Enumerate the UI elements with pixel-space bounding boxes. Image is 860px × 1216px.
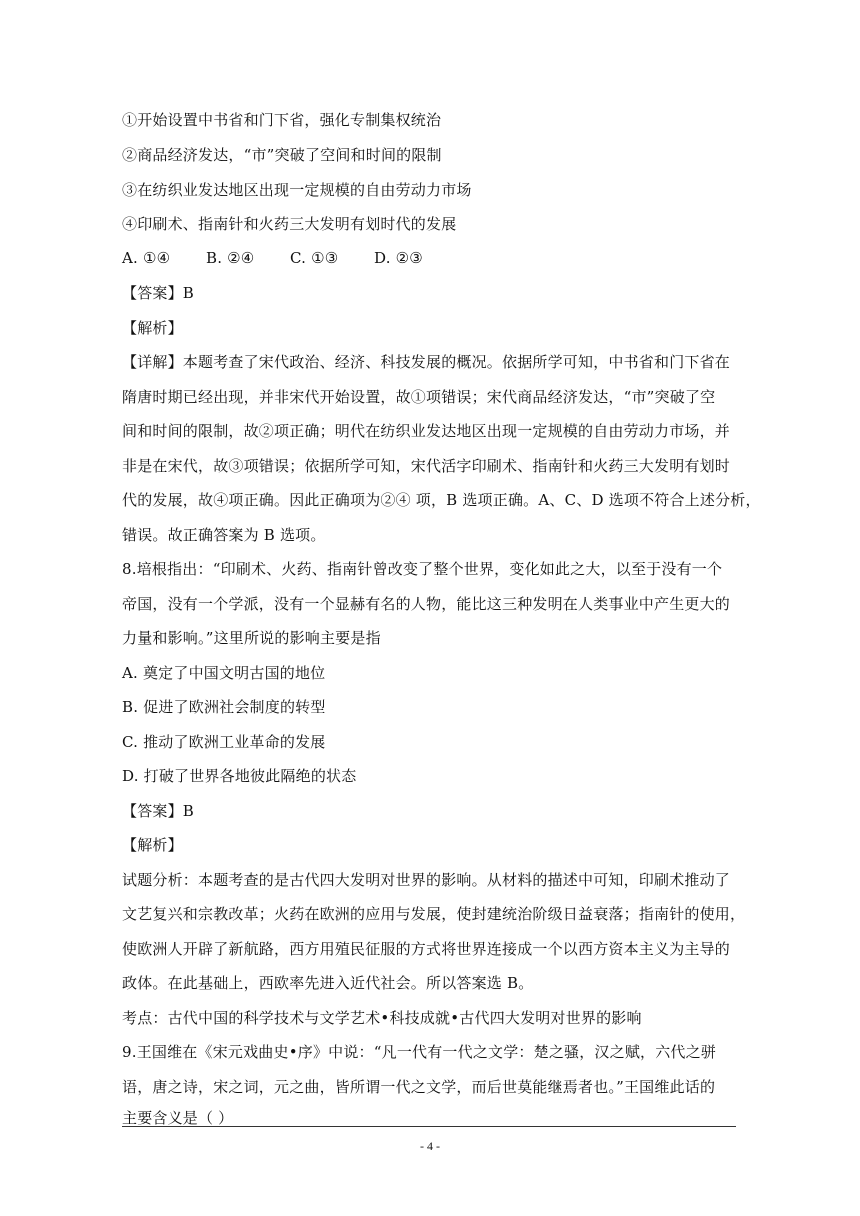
q7-explanation-line: 非是在宋代，故③项错误；依据所学可知，宋代活字印刷术、指南针和火药三大发明有划时: [122, 457, 731, 475]
q7-statement-3: ③在纺织业发达地区出现一定规模的自由劳动力市场: [122, 181, 472, 199]
q8-explanation-line: 试题分析：本题考查的是古代四大发明对世界的影响。从材料的描述中可知，印刷术推动了: [122, 871, 731, 889]
q8-stem-line: 8.培根指出：“印刷术、火药、指南针曾改变了整个世界，变化如此之大，以至于没有一个: [122, 560, 723, 578]
q8-analysis-heading: 【解析】: [122, 836, 183, 854]
q7-explanation-line: 代的发展，故④项正确。因此正确项为②④ 项，B 选项正确。A、C、D 选项不符合上述分析，: [122, 491, 761, 509]
page-number: - 4 -: [420, 1139, 440, 1153]
q7-option-b: B. ②④: [206, 249, 255, 267]
q7-options: [122, 248, 742, 268]
q7-explanation-line: 错误。故正确答案为 B 选项。: [122, 526, 326, 544]
footer-divider: [122, 1126, 736, 1127]
q7-statement-1: ①开始设置中书省和门下省，强化专制集权统治: [122, 111, 442, 129]
q7-analysis-heading: 【解析】: [122, 319, 183, 337]
q8-explanation-line: 政体。在此基础上，西欧率先进入近代社会。所以答案选 B。: [122, 974, 534, 992]
q8-option-b: B. 促进了欧洲社会制度的转型: [122, 698, 326, 716]
q9-stem-line: 主要含义是（ ）: [122, 1109, 234, 1127]
q7-option-d: D. ②③: [374, 249, 423, 267]
q8-stem-line: 帝国，没有一个学派，没有一个显赫有名的人物，能比这三种发明在人类事业中产生更大的: [122, 595, 731, 613]
q8-answer: 【答案】B: [122, 802, 195, 820]
q7-explanation-line: 隋唐时期已经出现，并非宋代开始设置，故①项错误；宋代商品经济发达，“市”突破了空: [122, 388, 716, 406]
q9-stem-line: 语，唐之诗，宋之词，元之曲，皆所谓一代之文学，而后世莫能继焉者也。”王国维此话的: [122, 1078, 716, 1096]
q8-explanation-line: 使欧洲人开辟了新航路，西方用殖民征服的方式将世界连接成一个以西方资本主义为主导的: [122, 940, 731, 958]
q8-option-c: C. 推动了欧洲工业革命的发展: [122, 733, 326, 751]
q7-option-a: A. ①④: [122, 249, 171, 267]
q7-statement-2: ②商品经济发达，“市”突破了空间和时间的限制: [122, 146, 442, 164]
q8-explanation-line: 文艺复兴和宗教改革；火药在欧洲的应用与发展，使封建统治阶级日益衰落；指南针的使用，: [122, 905, 746, 923]
q7-explanation-line: 【详解】本题考查了宋代政治、经济、科技发展的概况。依据所学可知，中书省和门下省在: [122, 353, 731, 371]
q7-option-c: C. ①③: [290, 249, 339, 267]
q8-stem-line: 力量和影响。”这里所说的影响主要是指: [122, 629, 381, 647]
q9-stem-line: 9.王国维在《宋元戏曲史•序》中说：“凡一代有一代之文学：楚之骚，汉之赋，六代之骈: [122, 1043, 717, 1061]
q7-explanation-line: 间和时间的限制，故②项正确；明代在纺织业发达地区出现一定规模的自由劳动力市场，并: [122, 422, 731, 440]
q8-option-d: D. 打破了世界各地彼此隔绝的状态: [122, 767, 357, 785]
q7-answer: 【答案】B: [122, 284, 195, 302]
q8-key-point: 考点：古代中国的科学技术与文学艺术•科技成就•古代四大发明对世界的影响: [122, 1009, 642, 1027]
q8-option-a: A. 奠定了中国文明古国的地位: [122, 664, 326, 682]
q7-statement-4: ④印刷术、指南针和火药三大发明有划时代的发展: [122, 215, 457, 233]
